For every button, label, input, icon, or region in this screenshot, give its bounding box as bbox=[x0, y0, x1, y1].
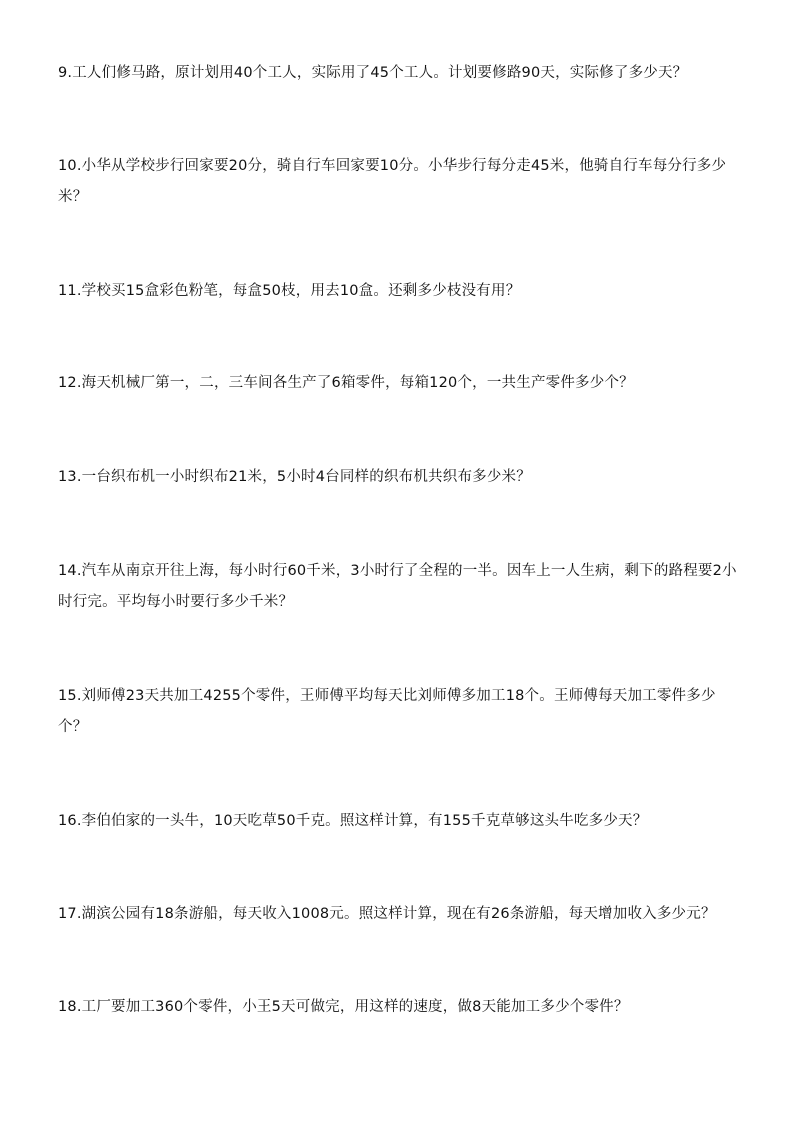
question-11: 11.学校买15盒彩色粉笔，每盒50枝，用去10盒。还剩多少枝没有用？ bbox=[58, 283, 521, 299]
question-16: 16.李伯伯家的一头牛，10天吃草50千克。照这样计算，有155千克草够这头牛吃多少天？ bbox=[58, 813, 648, 829]
question-13: 13.一台织布机一小时织布21米，5小时4台同样的织布机共织布多少米？ bbox=[58, 469, 531, 485]
question-18: 18.工厂要加工360个零件，小王5天可做完，用这样的速度，做8天能加工多少个零件？ bbox=[58, 999, 629, 1015]
question-12: 12.海天机械厂第一，二，三车间各生产了6箱零件，每箱120个，一共生产零件多少个？ bbox=[58, 375, 634, 391]
question-15: 15.刘师傅23天共加工4255个零件，王师傅平均每天比刘师傅多加工18个。王师傅每天加工零件多少个？ bbox=[58, 688, 716, 735]
question-9: 9.工人们修马路，原计划用40个工人，实际用了45个工人。计划要修路90天，实际修了多少天？ bbox=[58, 65, 688, 81]
question-14: 14.汽车从南京开往上海，每小时行60千米，3小时行了全程的一半。因车上一人生病，剩下的路程要2小时行完。平均每小时要行多少千米？ bbox=[58, 563, 737, 610]
question-17: 17.湖滨公园有18条游船，每天收入1008元。照这样计算，现在有26条游船，每天增加收入多少元？ bbox=[58, 906, 716, 922]
question-10: 10.小华从学校步行回家要20分，骑自行车回家要10分。小华步行每分走45米，他骑自行车每分行多少米？ bbox=[58, 158, 727, 205]
